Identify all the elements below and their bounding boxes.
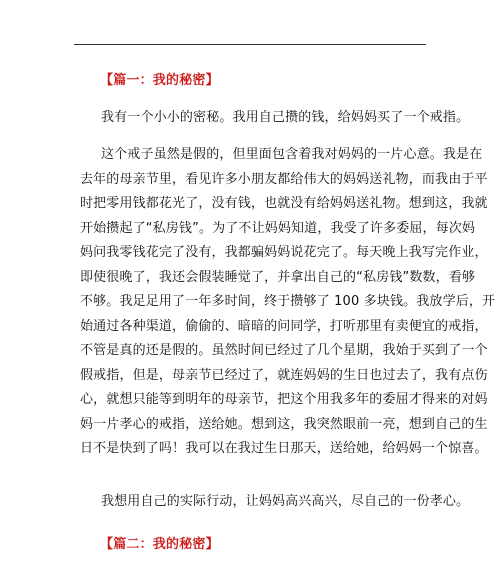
paragraph-2 bbox=[80, 143, 496, 462]
paragraph-2-line: 假戒指，但是，母亲节已经过了，就连妈妈的生日也过去了，我有点伤 bbox=[80, 367, 488, 383]
paragraph-2-line: 不管是真的还是假的。虽然时间已经过了几个星期，我始于买到了一个 bbox=[80, 343, 488, 358]
paragraph-2-line: 妈一片孝心的戒指，送给她。想到这，我突然眼前一亮，想到自己的生 bbox=[80, 416, 488, 432]
paragraph-1: 我有一个小小的密秘。我用自己攒的钱，给妈妈买了一个戒指。 bbox=[101, 110, 470, 125]
header-divider bbox=[74, 44, 426, 45]
paragraph-2-line: 妈问我零钱花完了没有，我都骗妈妈说花完了。每天晚上我写完作业， bbox=[80, 245, 488, 260]
paragraph-2-line: 始通过各种渠道，偷偷的、暗暗的问同学，打听那里有卖便宜的戒指， bbox=[80, 318, 488, 334]
paragraph-2-line: 去年的母亲节里，看见许多小朋友都给伟大的妈妈送礼物，而我由于平 bbox=[80, 171, 488, 187]
paragraph-3: 我想用自己的实际行动，让妈妈高兴高兴，尽自己的一份孝心。 bbox=[101, 494, 470, 509]
paragraph-2-line: 心，就想只能等到明年的母亲节，把这个用我多年的委屈才得来的对妈 bbox=[80, 392, 488, 407]
paragraph-2-line: 日不是快到了吗！我可以在我过生日那天，送给她，给妈妈一个惊喜。 bbox=[80, 441, 488, 456]
paragraph-2-line: 这个戒子虽然是假的，但里面包含着我对妈妈的一片心意。我是在 bbox=[101, 147, 483, 162]
paragraph-2-line: 时把零用钱都花光了，没有钱，也就没有给妈妈送礼物。想到这，我就 bbox=[80, 196, 488, 211]
section-heading-2: 【篇二：我的秘密】 bbox=[100, 537, 219, 552]
paragraph-2-line: 不够。我足足用了一年多时间，终于攒够了 100 多块钱。我放学后，开 bbox=[80, 294, 496, 309]
section-heading-1: 【篇一：我的秘密】 bbox=[100, 73, 219, 88]
paragraph-2-line: 开始攒起了“私房钱”。为了不让妈妈知道，我受了许多委屈，每次妈 bbox=[80, 220, 476, 236]
paragraph-2-line: 即使很晚了，我还会假装睡觉了，并拿出自己的“私房钱”数数，看够 bbox=[80, 269, 476, 285]
